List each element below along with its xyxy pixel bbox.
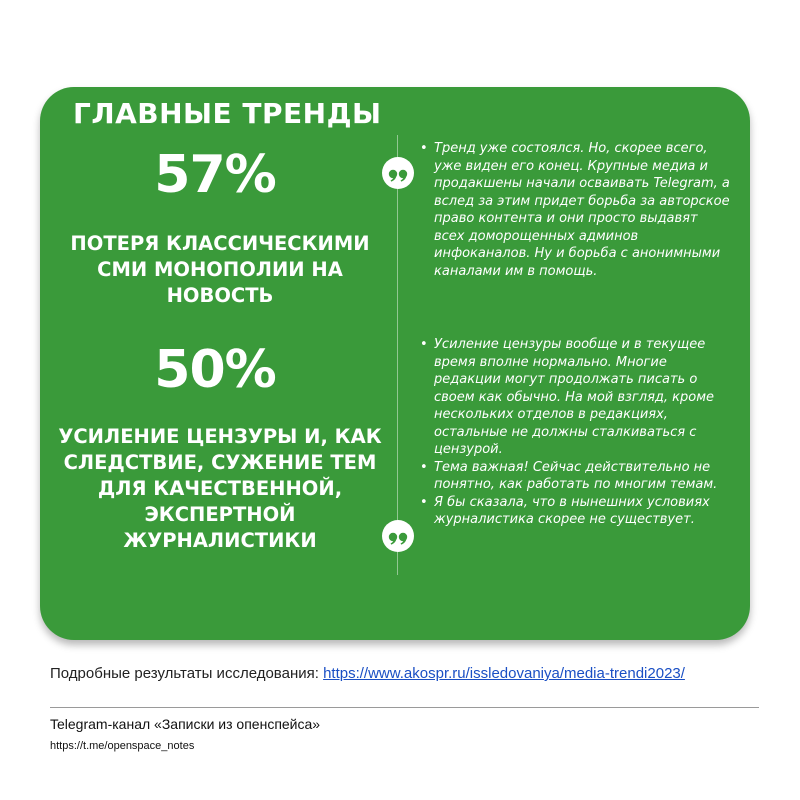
results-link[interactable]: https://www.akospr.ru/issledovaniya/media-trendi2023/ bbox=[323, 665, 685, 682]
results-label: Подробные результаты исследования: bbox=[50, 665, 324, 682]
quotes-list-1 bbox=[420, 140, 732, 280]
quotes-list-2 bbox=[420, 336, 732, 529]
stat-2-label: УСИЛЕНИЕ ЦЕНЗУРЫ И, КАК СЛЕДСТВИЕ, СУЖЕНИЕ ТЕМ ДЛЯ КАЧЕСТВЕННОЙ, ЭКСПЕРТНОЙ ЖУРНАЛИСТИКИ bbox=[58, 425, 382, 552]
column-divider bbox=[397, 135, 398, 575]
footer-divider bbox=[50, 707, 759, 708]
telegram-channel-url[interactable]: https://t.me/openspace_notes bbox=[50, 740, 195, 752]
card-title: ГЛАВНЫЕ ТРЕНДЫ bbox=[73, 97, 382, 130]
stat-1-value: 57% bbox=[154, 145, 276, 205]
trends-card bbox=[40, 87, 750, 640]
quote-icon bbox=[382, 157, 414, 189]
quote-item: • Усиление цензуры вообще и в текущее время вполне нормально. Многие редакции могут продолжать писать о своем как обычно. На мой взгляд, кроме нескольких отделов в редакциях, остальные не должны сталкиваться с цензурой. bbox=[420, 336, 732, 459]
stat-2-value: 50% bbox=[154, 340, 276, 400]
results-note bbox=[50, 664, 750, 683]
quote-item: • Тренд уже состоялся. Но, скорее всего, уже виден его конец. Крупные медиа и продакшены начали осваивать Telegram, а вслед за этим придет борьба за авторское право контента и они просто выдавят всех доморощенных админов инфоканалов. Ну и борьба с анонимными каналами им в помощь. bbox=[420, 140, 732, 280]
quote-item: • Тема важная! Сейчас действительно не понятно, как работать по многим темам. bbox=[420, 459, 732, 494]
stat-1-label: ПОТЕРЯ КЛАССИЧЕСКИМИ СМИ МОНОПОЛИИ НА НОВОСТЬ bbox=[70, 232, 370, 307]
quote-item: • Я бы сказала, что в нынешних условиях журналистика скорее не существует. bbox=[420, 494, 732, 529]
quote-icon bbox=[382, 520, 414, 552]
telegram-channel-title: Telegram-канал «Записки из опенспейса» bbox=[50, 716, 321, 732]
